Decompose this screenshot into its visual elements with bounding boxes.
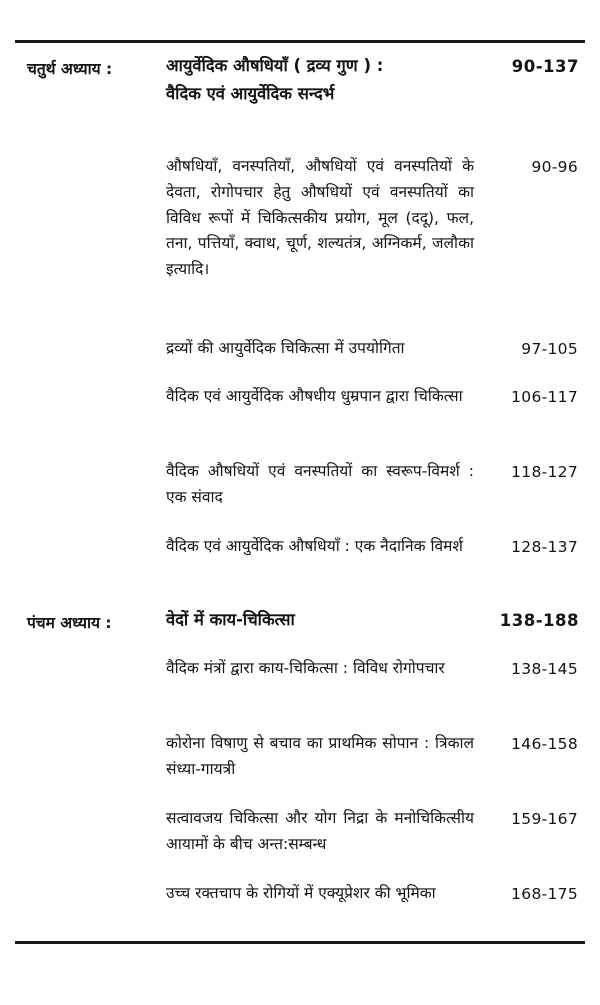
chapter-label: चतुर्थ अध्याय :: [27, 60, 113, 78]
chapter-label: पंचम अध्याय :: [27, 614, 112, 632]
section-title: वैदिक मंत्रों द्वारा काय-चिकित्सा : विविध रोगोपचार: [166, 659, 445, 677]
top-rule: [15, 40, 585, 43]
section-pages: 118-127: [511, 463, 578, 481]
section-pages: 146-158: [511, 735, 578, 753]
section-title: द्रव्यों की आयुर्वेदिक चिकित्सा में उपयोगिता: [166, 339, 405, 357]
section-title: वैदिक औषधियों एवं वनस्पतियों का स्वरूप-विमर्श : एक संवाद: [166, 462, 474, 506]
section-pages: 90-96: [531, 158, 578, 176]
chapter-pages: 138-188: [499, 611, 579, 630]
section-pages: 138-145: [511, 660, 578, 678]
chapter-title: आयुर्वेदिक औषधियाँ ( द्रव्य गुण ) : वैदिक एवं आयुर्वेदिक सन्दर्भ: [166, 56, 384, 103]
chapter-pages: 90-137: [511, 57, 579, 76]
bottom-rule: [15, 941, 585, 944]
section-title: वैदिक एवं आयुर्वेदिक औषधियाँ : एक नैदानिक विमर्श: [166, 537, 463, 555]
section-title: सत्वावजय चिकित्सा और योग निद्रा के मनोचिकित्सीय आयामों के बीच अन्त:सम्बन्ध: [166, 809, 474, 853]
section-title: वैदिक एवं आयुर्वेदिक औषधीय धुम्रपान द्वारा चिकित्सा: [166, 387, 463, 405]
section-pages: 106-117: [511, 388, 578, 406]
section-title: उच्च रक्तचाप के रोगियों में एक्यूप्रेशर की भूमिका: [166, 884, 436, 902]
chapter-title: वेदों में काय-चिकित्सा: [166, 610, 295, 629]
section-title: कोरोना विषाणु से बचाव का प्राथमिक सोपान : त्रिकाल संध्या-गायत्री: [166, 734, 474, 778]
section-pages: 128-137: [511, 538, 578, 556]
section-pages: 159-167: [511, 810, 578, 828]
section-pages: 97-105: [521, 340, 578, 358]
section-pages: 168-175: [511, 885, 578, 903]
section-title: औषधियाँ, वनस्पतियाँ, औषधियों एवं वनस्पतियों के देवता, रोगोपचार हेतु औषधियों एवं वनस्पतियों का विविध रूपों में चिकित्सकीय प्रयोग, मूल (ददू), फल, तना, पत्तियाँ, क्वाथ, चूर्ण, शल्यतंत्र, अग्निकर्म, जलौका इत्यादि।: [166, 157, 474, 279]
